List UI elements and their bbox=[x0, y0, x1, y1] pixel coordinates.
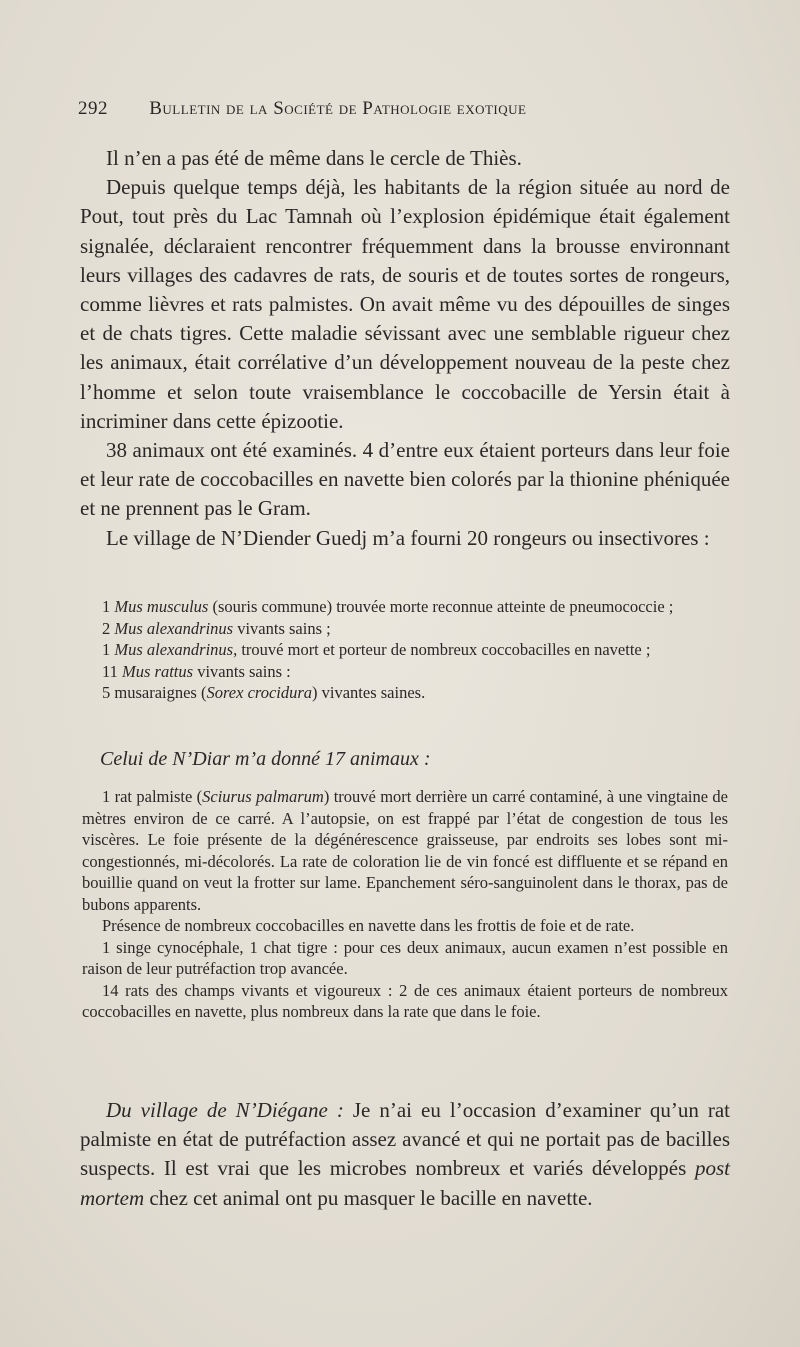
list-item: 1 Mus musculus (souris commune) trouvée morte reconnue atteinte de pneumococcie ; bbox=[102, 597, 674, 616]
list-item: 1 Mus alexandrinus, trouvé mort et porteur de nombreux coccobacilles en navette ; bbox=[102, 640, 651, 659]
running-title: Bulletin de la Société de Pathologie exotique bbox=[149, 98, 527, 119]
paragraph: Présence de nombreux coccobacilles en navette dans les frottis de foie et de rate. bbox=[102, 916, 635, 935]
list-item: 11 Mus rattus vivants sains : bbox=[102, 661, 291, 681]
section-ndiegane bbox=[80, 1096, 730, 1213]
paragraph: Du village de N’Diégane : Je n’ai eu l’occasion d’examiner qu’un rat palmiste en état de putréfaction assez avancé et qui ne portait pas de bacilles suspects. Il est vrai que les microbes nombreux et variés développés post mortem chez cet animal ont pu masquer le bacille en navette. bbox=[80, 1098, 730, 1210]
paragraph: 1 singe cynocéphale, 1 chat tigre : pour ces deux animaux, aucun examen n’est possible en raison de leur putréfaction trop avancée. bbox=[82, 937, 728, 978]
paragraph: Il n’en a pas été de même dans le cercle de Thiès. bbox=[106, 146, 522, 170]
list-item: 2 Mus alexandrinus vivants sains ; bbox=[102, 618, 331, 638]
running-header bbox=[78, 98, 638, 120]
section-thies bbox=[80, 144, 730, 553]
paragraph: 38 animaux ont été examinés. 4 d’entre eux étaient porteurs dans leur foie et leur rate de coccobacilles en navette bien colorés par la thionine phéniquée et ne prennent pas le Gram. bbox=[80, 438, 730, 521]
subheading-ndiar: Celui de N’Diar m’a donné 17 animaux : bbox=[100, 748, 431, 770]
animal-list-ndiender bbox=[82, 596, 728, 704]
page-number: 292 bbox=[78, 98, 108, 119]
list-item: 5 musaraignes (Sorex crocidura) vivantes saines. bbox=[102, 683, 426, 702]
paragraph: 1 rat palmiste (Sciurus palmarum) trouvé mort derrière un carré contaminé, à une vingtaine de mètres environ de ce carré. A l’autopsie, on est frappé par l’état de congestion de tous les viscères. Le foie présente de la dégénérescence graisseuse, par endroits ses lobes sont mi-congestionnés, mi-décolorés. La rate de coloration lie de vin foncé est diffluente et se répand en bouillie quand on veut la frotter sur lame. Epanchement séro-sanguinolent dans le thorax, pas de bubons apparents. bbox=[82, 787, 728, 914]
paragraph: 14 rats des champs vivants et vigoureux : 2 de ces animaux étaient porteurs de nombreux coccobacilles en navette, plus nombreux dans la rate que dans le foie. bbox=[82, 980, 728, 1021]
paragraph: Depuis quelque temps déjà, les habitants de la région située au nord de Pout, tout près du Lac Tamnah où l’explosion épidémique était également signalée, déclaraient rencontrer fréquemment dans la brousse environnant leurs villages des cadavres de rats, de souris et de toutes sortes de rongeurs, comme lièvres et rats palmistes. On avait même vu des dépouilles de singes et de chats tigres. Cette maladie sévissant avec une semblable rigueur chez les animaux, était corrélative d’un développement nouveau de la peste chez l’homme et selon toute vraisemblance le coccobacille de Yersin était à incriminer dans cette épizootie. bbox=[80, 175, 730, 433]
paragraph: Le village de N’Diender Guedj m’a fourni 20 rongeurs ou insectivores : bbox=[106, 525, 710, 550]
subheading-ndiegane: Du village de N’Diégane : bbox=[106, 1098, 344, 1122]
section-ndiar bbox=[82, 786, 728, 1023]
